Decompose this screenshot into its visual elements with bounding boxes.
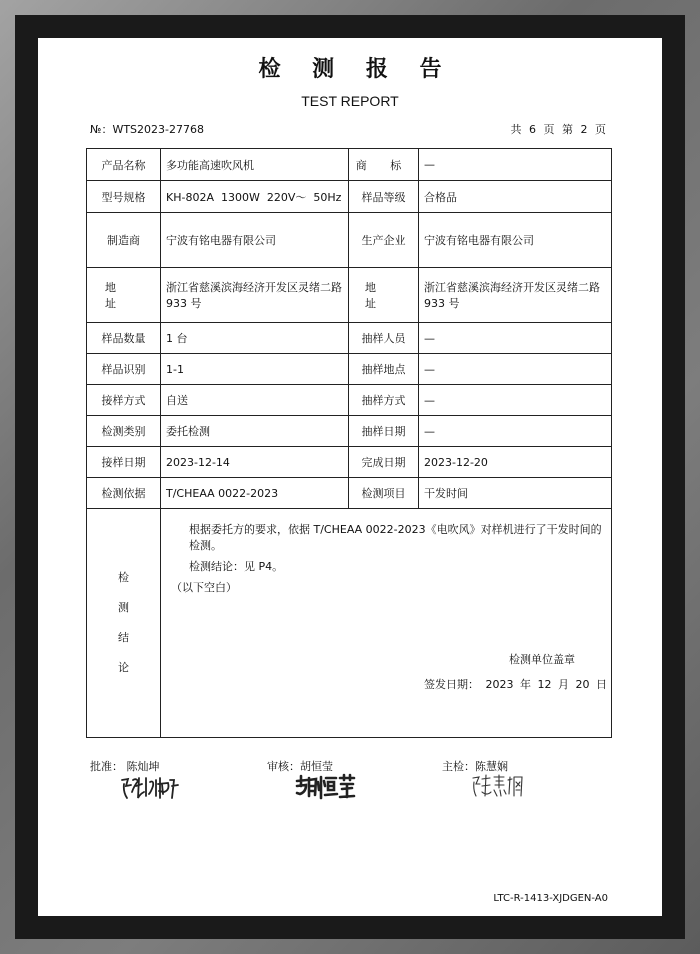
blank-note: （以下空白） (171, 581, 237, 594)
issue-date: 签发日期： 2023 年 12 月 20 日 (424, 678, 607, 691)
receive-method-value: 自送 (161, 385, 349, 416)
table-row (87, 213, 612, 268)
grade-label: 样品等级 (349, 181, 419, 213)
address-label: 地 址 (87, 268, 161, 323)
trademark-value: — (419, 149, 612, 181)
table-row (87, 385, 612, 416)
table-row (87, 268, 612, 323)
review-signature-icon (294, 772, 356, 802)
inspect-name: 陈慧娴 (475, 760, 508, 773)
finish-date-label: 完成日期 (349, 447, 419, 478)
address2-value: 浙江省慈溪滨海经济开发区灵绪二路 933 号 (419, 268, 612, 323)
producer-label: 生产企业 (349, 213, 419, 268)
approve-name: 陈灿坤 (126, 760, 160, 773)
review-sign: 审核：胡恒莹 (267, 760, 333, 773)
sample-id-value: 1-1 (161, 354, 349, 385)
receive-method-label: 接样方式 (87, 385, 161, 416)
product-name-value: 多功能高速吹风机 (161, 149, 349, 181)
manufacturer-value: 宁波有铭电器有限公司 (161, 213, 349, 268)
sample-method-label: 抽样方式 (349, 385, 419, 416)
report-subtitle: TEST REPORT (301, 93, 399, 109)
table-row (87, 149, 612, 181)
form-code: LTC-R-1413-XJDGEN-A0 (493, 893, 608, 904)
producer-value: 宁波有铭电器有限公司 (419, 213, 612, 268)
review-name: 胡恒莹 (300, 760, 333, 773)
grade-value: 合格品 (419, 181, 612, 213)
approve-signature-icon (118, 772, 184, 802)
receive-date-value: 2023-12-14 (161, 447, 349, 478)
test-type-label: 检测类别 (87, 416, 161, 447)
report-title: 检 测 报 告 (258, 56, 454, 82)
inspect-sign: 主检：陈慧娴 (442, 760, 508, 773)
basis-label: 检测依据 (87, 478, 161, 509)
sampler-label: 抽样人员 (349, 323, 419, 354)
table-row (87, 354, 612, 385)
sample-id-label: 样品识别 (87, 354, 161, 385)
trademark-label: 商 标 (349, 149, 419, 181)
report-page (38, 38, 662, 916)
report-number: №：WTS2023-27768 (90, 123, 204, 136)
test-item-value: 干发时间 (419, 478, 612, 509)
conclusion-content (161, 509, 612, 738)
basis-value: T/CHEAA 0022-2023 (161, 478, 349, 509)
product-name-label: 产品名称 (87, 149, 161, 181)
table-row (87, 181, 612, 213)
table-row (87, 323, 612, 354)
finish-date-value: 2023-12-20 (419, 447, 612, 478)
conclusion-row (87, 509, 612, 738)
sample-method-value: — (419, 385, 612, 416)
test-item-label: 检测项目 (349, 478, 419, 509)
approve-sign: 批准： 陈灿坤 (90, 760, 160, 773)
stamp-label: 检测单位盖章 (509, 653, 575, 666)
table-row (87, 478, 612, 509)
quantity-label: 样品数量 (87, 323, 161, 354)
conclusion-result: 检测结论：见 P4。 (189, 560, 284, 573)
report-table (86, 148, 612, 738)
model-label: 型号规格 (87, 181, 161, 213)
page-info: 共 6 页 第 2 页 (510, 123, 606, 136)
test-type-value: 委托检测 (161, 416, 349, 447)
sampler-value: — (419, 323, 612, 354)
address-value: 浙江省慈溪滨海经济开发区灵绪二路 933 号 (161, 268, 349, 323)
table-row (87, 447, 612, 478)
inspect-signature-icon (470, 772, 528, 800)
receive-date-label: 接样日期 (87, 447, 161, 478)
table-row (87, 416, 612, 447)
sample-place-label: 抽样地点 (349, 354, 419, 385)
conclusion-text: 根据委托方的要求，依据 T/CHEAA 0022-2023《电吹风》对样机进行了干发时间的检测。 (189, 523, 602, 552)
model-value: KH-802A 1300W 220V～ 50Hz (161, 181, 349, 213)
manufacturer-label: 制造商 (87, 213, 161, 268)
quantity-value: 1 台 (161, 323, 349, 354)
address2-label: 地 址 (349, 268, 419, 323)
sample-date-value: — (419, 416, 612, 447)
sample-place-value: — (419, 354, 612, 385)
conclusion-label: 检 测 结 论 (87, 509, 161, 738)
sample-date-label: 抽样日期 (349, 416, 419, 447)
